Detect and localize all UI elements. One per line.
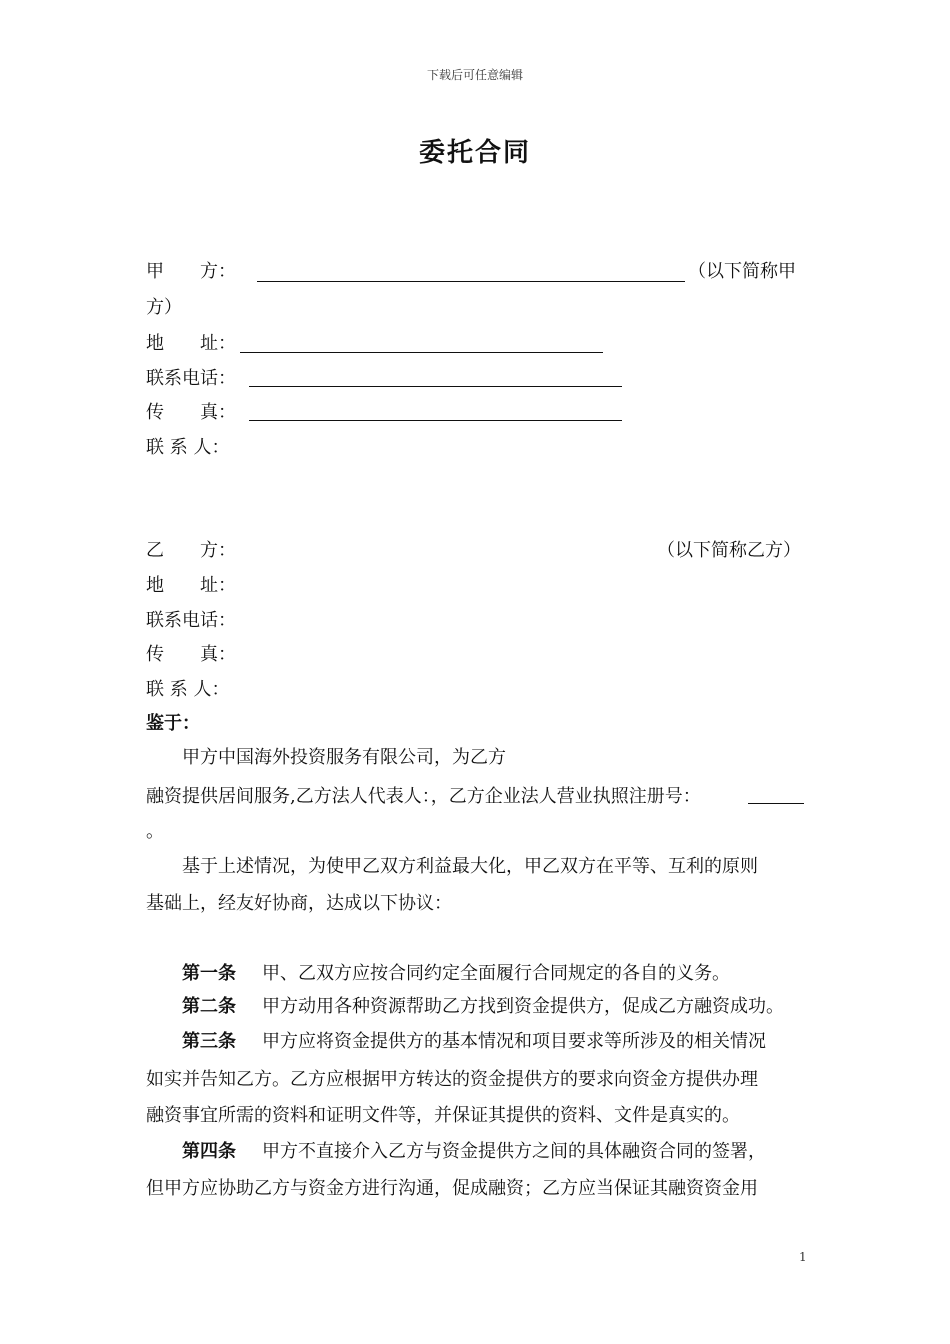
party-a-name-blank [257,281,685,282]
party-a-fax-label: 传 真： [146,402,236,423]
registration-number-blank [748,803,804,804]
article-3-text-3: 融资事宜所需的资料和证明文件等，并保证其提供的资料、文件是真实的。 [146,1105,740,1126]
contract-title: 委托合同 [418,138,531,168]
party-b-contact-label: 联 系 人： [146,679,230,700]
article-4-text-1: 甲方不直接介入乙方与资金提供方之间的具体融资合同的签署， [262,1141,766,1162]
whereas-line-1: 甲方中国海外投资服务有限公司，为乙方 [182,747,506,768]
intro-line-2: 基础上，经友好协商，达成以下协议： [146,893,452,914]
article-3-text-1: 甲方应将资金提供方的基本情况和项目要求等所涉及的相关情况 [262,1031,766,1052]
party-b-fax-label: 传 真： [146,644,236,665]
party-a-address-blank [240,352,603,353]
party-a-name-label: 甲 方： [146,261,236,282]
header-note: 下载后可任意编辑 [426,68,523,82]
article-1-label: 第一条 [182,963,236,984]
party-b-phone-label: 联系电话： [146,610,236,631]
party-a-name-suffix: （以下简称甲 [688,261,796,282]
article-2-text: 甲方动用各种资源帮助乙方找到资金提供方，促成乙方融资成功。 [262,996,784,1017]
whereas-line-3: 。 [146,821,164,842]
intro-line-1: 基于上述情况，为使甲乙双方利益最大化，甲乙双方在平等、互利的原则 [182,856,758,877]
article-4-label: 第四条 [182,1141,236,1162]
party-b-name-suffix: （以下简称乙方） [657,540,801,561]
article-1-text: 甲、乙双方应按合同约定全面履行合同规定的各自的义务。 [262,963,730,984]
party-a-phone-label: 联系电话： [146,368,236,389]
article-4-text-2: 但甲方应协助乙方与资金方进行沟通，促成融资；乙方应当保证其融资资金用 [146,1178,758,1199]
party-a-phone-blank [249,386,622,387]
party-a-contact-label: 联 系 人： [146,437,230,458]
whereas-heading: 鉴于： [146,713,200,734]
party-b-address-label: 地 址： [146,575,236,596]
party-a-fax-blank [249,420,622,421]
article-3-text-2: 如实并告知乙方。乙方应根据甲方转达的资金提供方的要求向资金方提供办理 [146,1069,758,1090]
party-a-name-suffix-cont: 方） [146,297,182,318]
page-number: 1 [799,1250,807,1264]
party-b-name-label: 乙 方： [146,540,236,561]
article-2-label: 第二条 [182,996,236,1017]
whereas-line-2: 融资提供居间服务,乙方法人代表人：，乙方企业法人营业执照注册号： [146,786,701,807]
article-3-label: 第三条 [182,1031,236,1052]
party-a-address-label: 地 址： [146,333,236,354]
